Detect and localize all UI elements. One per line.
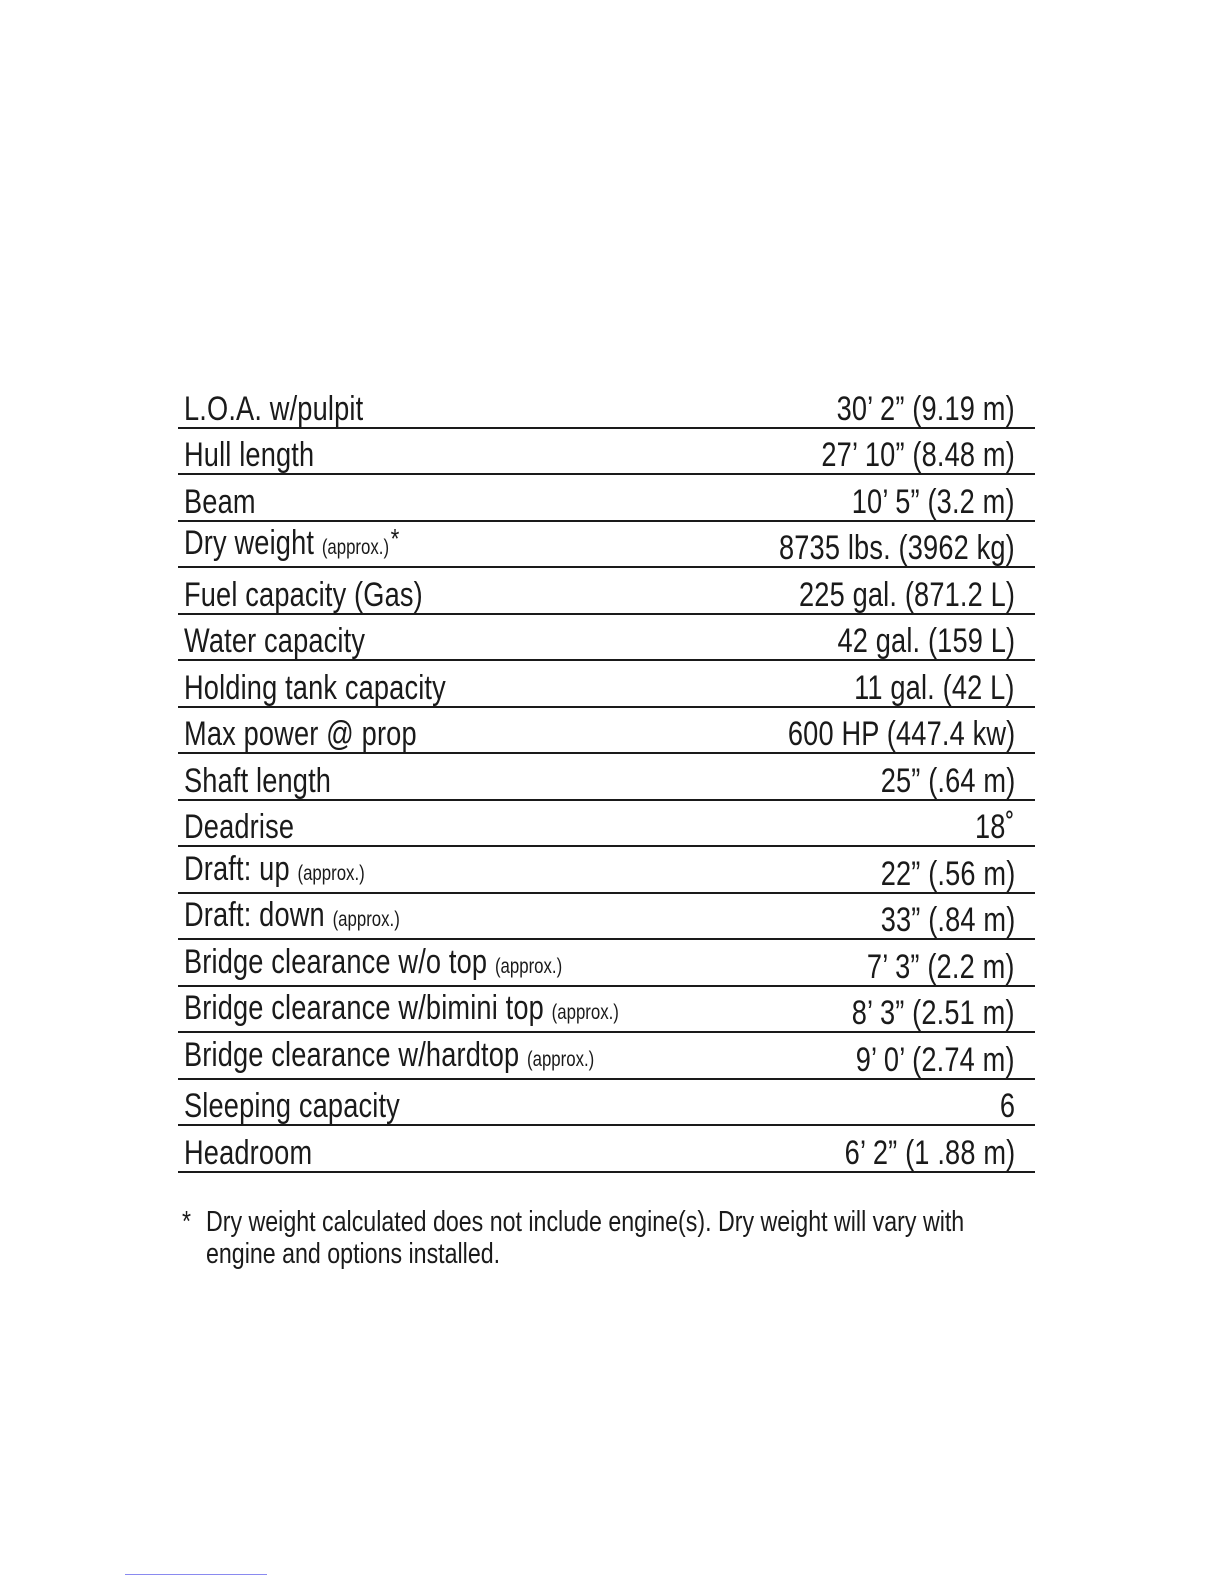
spec-row	[178, 1126, 1035, 1173]
spec-label-text: Holding tank capacity	[184, 668, 446, 707]
spec-value: 6’ 2” (1 .88 m)	[844, 1133, 1015, 1172]
spec-value: 42 gal. (159 L)	[837, 622, 1015, 660]
spec-value: 22” (.56 m)	[880, 854, 1015, 893]
spec-label	[184, 668, 446, 708]
footnote	[182, 1206, 1030, 1270]
spec-label-text: Draft: up	[184, 849, 290, 888]
spec-label-text: Hull length	[184, 436, 315, 474]
spec-row	[178, 1033, 1035, 1080]
spec-label-text: Headroom	[184, 1133, 313, 1172]
spec-label-text: Beam	[184, 482, 256, 521]
spec-table	[178, 382, 1035, 1173]
spec-row	[178, 661, 1035, 708]
spec-value: 6	[999, 1087, 1015, 1125]
spec-label	[184, 942, 562, 987]
spec-label-text: Deadrise	[184, 808, 295, 846]
spec-value: 600 HP (447.4 kw)	[787, 715, 1015, 753]
spec-value: 10’ 5” (3.2 m)	[852, 482, 1015, 521]
spec-note: (approx.)	[332, 908, 400, 931]
spec-label	[184, 761, 331, 801]
spec-label-text: Dry weight	[184, 524, 315, 562]
spec-label	[184, 482, 256, 522]
spec-value: 33” (.84 m)	[880, 901, 1015, 939]
spec-label-text: Bridge clearance w/bimini top	[184, 989, 544, 1027]
spec-label-text: Max power @ prop	[184, 715, 417, 753]
spec-value: 11 gal. (42 L)	[854, 668, 1015, 707]
spec-value: 27’ 10” (8.48 m)	[821, 436, 1015, 474]
spec-note: (approx.)	[527, 1047, 595, 1071]
spec-value: 18˚	[975, 808, 1015, 846]
spec-row	[178, 987, 1035, 1034]
spec-label	[184, 621, 365, 661]
spec-row	[178, 568, 1035, 615]
spec-label	[184, 435, 314, 475]
spec-row	[178, 1080, 1035, 1127]
spec-note: (approx.)	[297, 861, 365, 885]
spec-row	[178, 801, 1035, 848]
spec-label	[184, 849, 365, 894]
spec-label-text: Sleeping capacity	[184, 1087, 400, 1125]
spec-row	[178, 708, 1035, 755]
spec-label	[184, 1133, 312, 1173]
spec-value: 8735 lbs. (3962 kg)	[779, 529, 1015, 567]
spec-label-text: Bridge clearance w/o top	[184, 942, 488, 981]
spec-row	[178, 894, 1035, 941]
spec-row	[178, 475, 1035, 522]
spec-label-text: Draft: down	[184, 896, 325, 934]
spec-row	[178, 382, 1035, 429]
footnote-mark: *	[182, 1206, 192, 1238]
spec-note: (approx.)	[551, 1001, 619, 1024]
spec-row	[178, 940, 1035, 987]
spec-row	[178, 615, 1035, 662]
spec-label	[184, 895, 400, 940]
spec-value: 30’ 2” (9.19 m)	[836, 389, 1015, 428]
spec-label-text: Water capacity	[184, 622, 366, 660]
footnote-asterisk: *	[390, 523, 400, 554]
spec-note: (approx.)	[321, 536, 390, 559]
footnote-text: Dry weight calculated does not include engine(s). Dry weight will vary with engine and options installed.	[206, 1206, 965, 1270]
spec-label-text: Shaft length	[184, 761, 332, 800]
spec-label	[184, 714, 417, 754]
spec-row	[178, 847, 1035, 894]
spec-label	[184, 1035, 594, 1080]
spec-label	[184, 807, 294, 847]
page-link-underline	[125, 1574, 267, 1575]
spec-label	[184, 1086, 400, 1126]
spec-row	[178, 522, 1035, 569]
spec-row	[178, 429, 1035, 476]
spec-value: 9’ 0’ (2.74 m)	[856, 1040, 1015, 1079]
spec-label	[184, 988, 619, 1033]
spec-label-text: Fuel capacity (Gas)	[184, 575, 423, 614]
spec-note: (approx.)	[494, 954, 563, 978]
spec-value: 25” (.64 m)	[880, 761, 1015, 800]
spec-row	[178, 754, 1035, 801]
spec-label	[184, 389, 363, 429]
spec-label	[184, 575, 423, 615]
spec-label-text: Bridge clearance w/hardtop	[184, 1035, 520, 1074]
spec-value: 7’ 3” (2.2 m)	[867, 947, 1015, 986]
spec-value: 225 gal. (871.2 L)	[798, 575, 1015, 614]
spec-label	[184, 523, 400, 568]
spec-label-text: L.O.A. w/pulpit	[184, 389, 364, 428]
spec-value: 8’ 3” (2.51 m)	[852, 994, 1015, 1032]
